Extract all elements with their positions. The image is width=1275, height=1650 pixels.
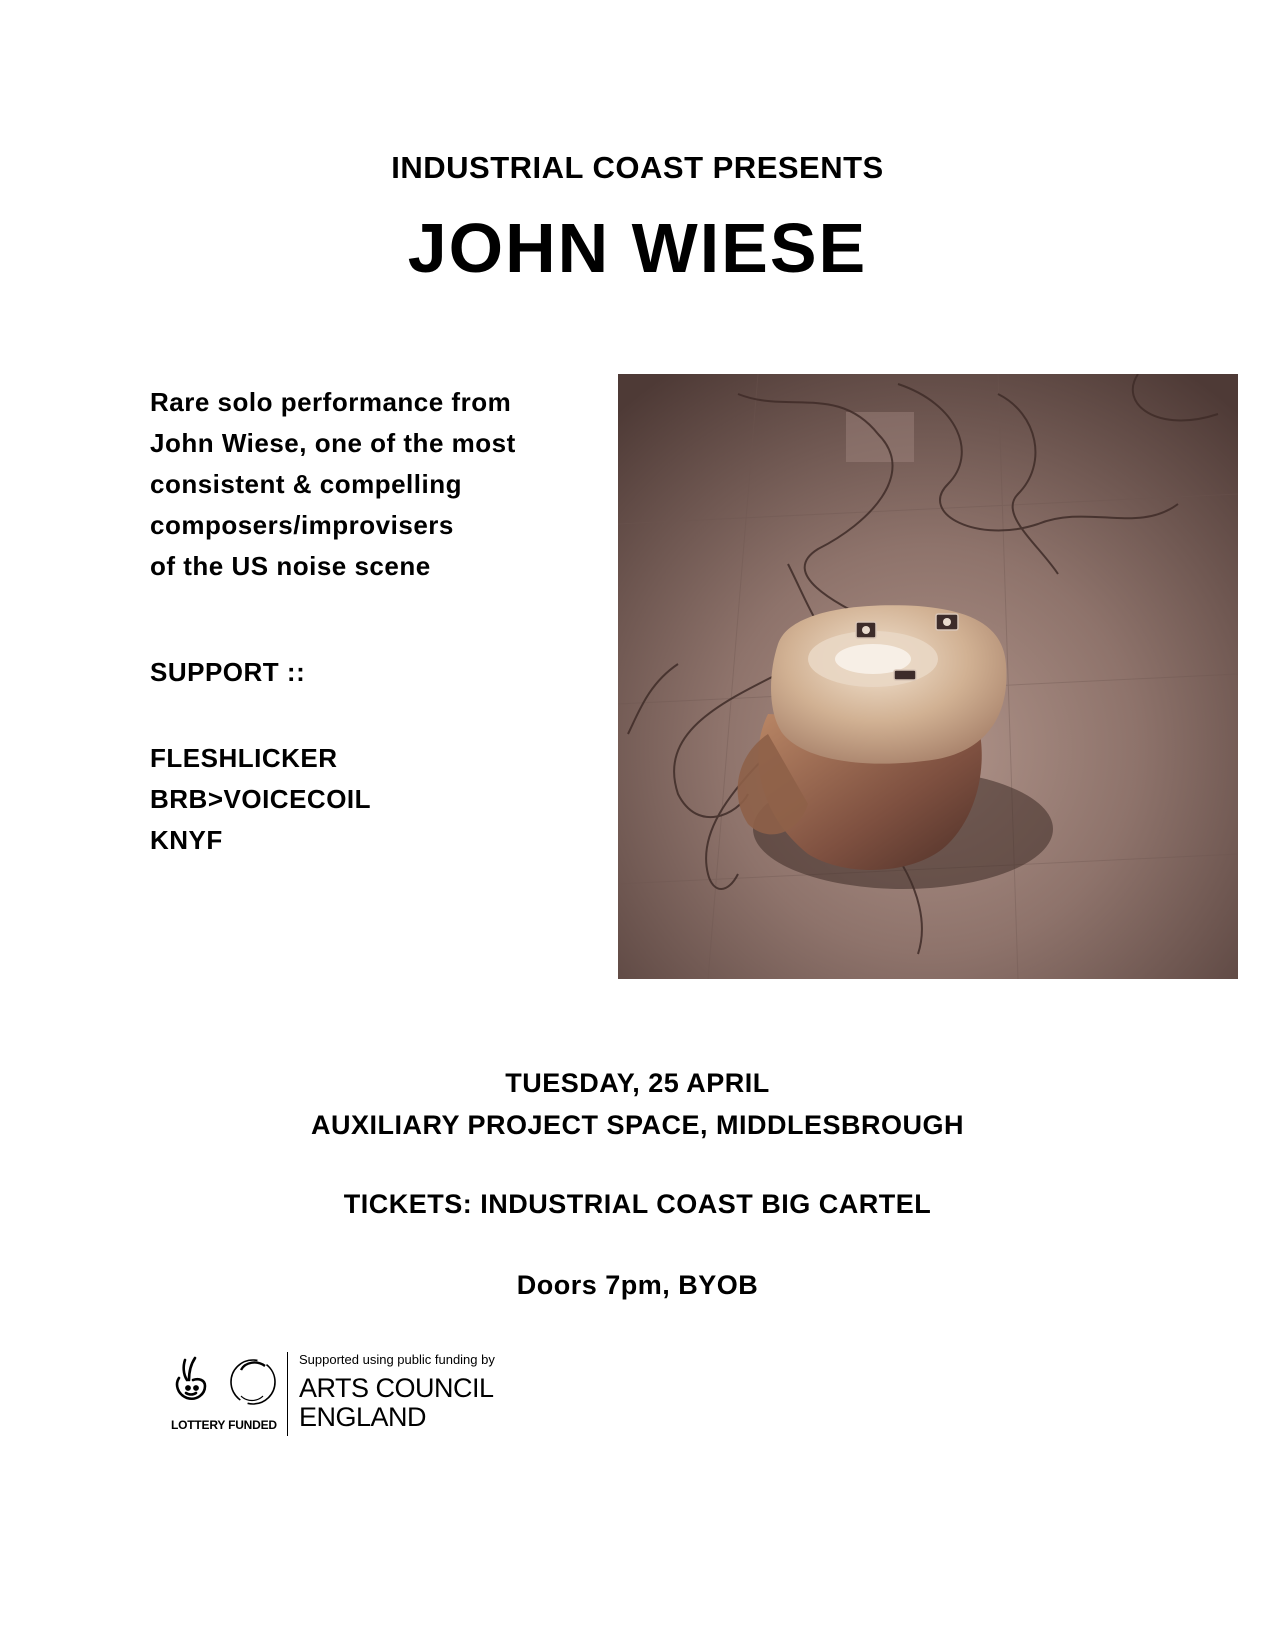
support-acts-list bbox=[150, 738, 371, 861]
presenter-line: INDUSTRIAL COAST PRESENTS bbox=[391, 150, 884, 185]
headliner-title: JOHN WIESE bbox=[407, 209, 868, 287]
lottery-funded-label: LOTTERY FUNDED bbox=[171, 1418, 277, 1432]
event-details bbox=[0, 1062, 1275, 1146]
funder-name-line: ENGLAND bbox=[299, 1402, 427, 1432]
description-line: Rare solo performance from bbox=[150, 387, 512, 417]
description-line: composers/improvisers bbox=[150, 510, 454, 540]
logo-divider bbox=[287, 1352, 288, 1436]
ticket-info: TICKETS: INDUSTRIAL COAST BIG CARTEL bbox=[343, 1189, 932, 1219]
arts-council-seal-icon bbox=[223, 1352, 283, 1412]
support-act: KNYF bbox=[150, 825, 223, 855]
event-date: TUESDAY, 25 APRIL bbox=[505, 1068, 770, 1098]
support-act: FLESHLICKER bbox=[150, 743, 338, 773]
support-act: BRB>VOICECOIL bbox=[150, 784, 372, 814]
doors-info: Doors 7pm, BYOB bbox=[516, 1270, 759, 1300]
funder-name-line: ARTS COUNCIL bbox=[299, 1373, 494, 1403]
description-line: consistent & compelling bbox=[150, 469, 462, 499]
arts-council-name bbox=[299, 1374, 494, 1432]
support-heading: SUPPORT :: bbox=[150, 657, 306, 687]
description-line: John Wiese, one of the most bbox=[150, 428, 516, 458]
performance-photo bbox=[618, 374, 1238, 979]
crossed-fingers-icon bbox=[167, 1354, 217, 1404]
event-venue: AUXILIARY PROJECT SPACE, MIDDLESBROUGH bbox=[310, 1110, 965, 1140]
description-line: of the US noise scene bbox=[150, 551, 431, 581]
funding-kicker: Supported using public funding by bbox=[299, 1352, 495, 1367]
performance-description bbox=[150, 382, 600, 587]
arts-council-funding-logo bbox=[165, 1352, 505, 1442]
